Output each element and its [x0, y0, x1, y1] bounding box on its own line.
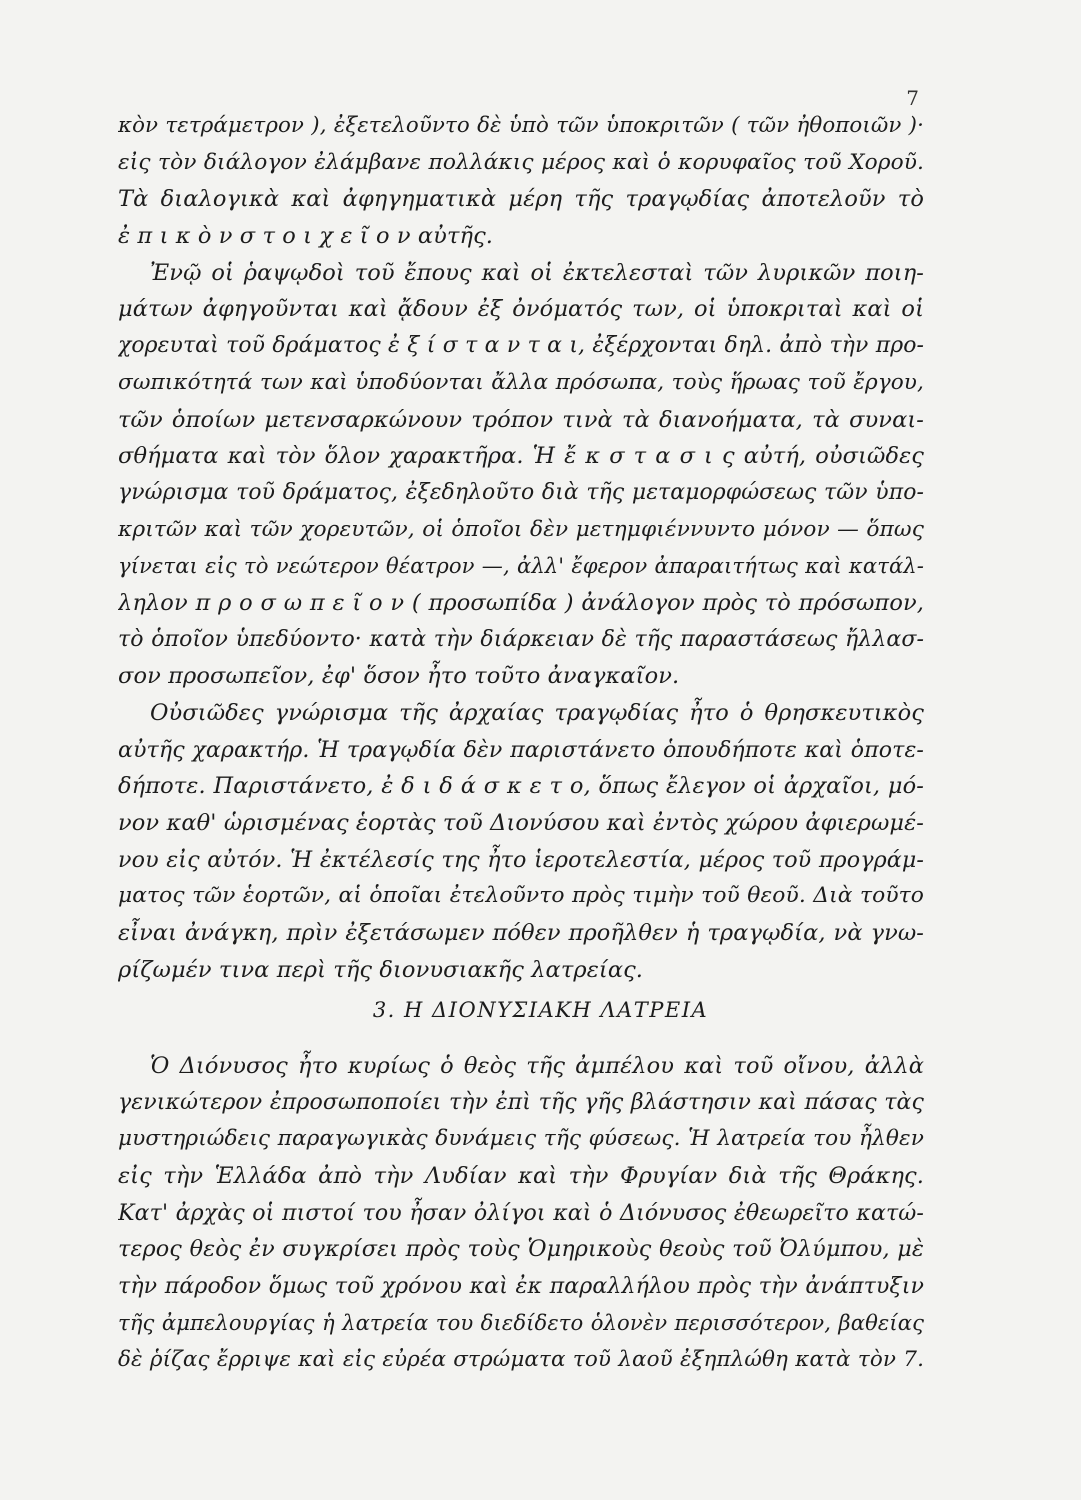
text-line: ἐ π ι κ ὸ ν σ τ ο ι χ ε ῖ ο ν αὐτῆς. — [118, 223, 494, 250]
text-line: Ἐνῷ οἱ ῥαψῳδοὶ τοῦ ἔπους καὶ οἱ ἐκτελεσταὶ τῶν λυρικῶν ποιη- — [150, 259, 924, 286]
text-line: σωπικότητά των καὶ ὑποδύονται ἄλλα πρόσωπα, τοὺς ἥρωας τοῦ ἔργου, — [118, 369, 924, 395]
text-line: ματος τῶν ἑορτῶν, αἱ ὁποῖαι ἐτελοῦντο πρὸς τιμὴν τοῦ θεοῦ. Διὰ τοῦτο — [118, 883, 924, 909]
text-line: γίνεται εἰς τὸ νεώτερον θέατρον —, ἀλλ' ἔφερον ἀπαραιτήτως καὶ κατάλ- — [118, 553, 924, 579]
page-number: 7 — [906, 86, 919, 110]
text-line: σθήματα καὶ τὸν ὅλον χαρακτῆρα. Ἡ ἔ κ σ τ α σ ι ς αὐτή, οὐσιῶδες — [118, 443, 924, 470]
text-line: αὐτῆς χαρακτήρ. Ἡ τραγῳδία δὲν παριστάνετο ὁπουδήποτε καὶ ὁποτε- — [118, 736, 924, 763]
text-line: εἰς τὴν Ἑλλάδα ἀπὸ τὴν Λυδίαν καὶ τὴν Φρυγίαν διὰ τῆς Θράκης. — [118, 1163, 924, 1190]
text-line: κριτῶν καὶ τῶν χορευτῶν, οἱ ὁποῖοι δὲν μετημφιέννυντο μόνον — ὅπως — [118, 516, 924, 542]
text-line: Οὐσιῶδες γνώρισμα τῆς ἀρχαίας τραγῳδίας ἦτο ὁ θρησκευτικὸς — [150, 700, 924, 726]
text-line: δήποτε. Παριστάνετο, ἐ δ ι δ ά σ κ ε τ ο, ὅπως ἔλεγον οἱ ἀρχαῖοι, μό- — [118, 773, 924, 800]
text-line: εἶναι ἀνάγκη, πρὶν ἐξετάσωμεν πόθεν προῆλθεν ἡ τραγῳδία, νὰ γνω- — [118, 920, 924, 947]
text-line: μυστηριώδεις παραγωγικὰς δυνάμεις τῆς φύσεως. Ἡ λατρεία του ἦλθεν — [118, 1126, 924, 1152]
text-line: σον προσωπεῖον, ἐφ' ὅσον ἦτο τοῦτο ἀναγκαῖον. — [118, 663, 680, 690]
body-text-section-2 — [118, 1048, 924, 1378]
text-line: ρίζωμέν τινα περὶ τῆς διονυσιακῆς λατρείας. — [118, 956, 644, 983]
text-line: χορευταὶ τοῦ δράματος ἐ ξ ί σ τ α ν τ α ι, ἐξέρχονται δηλ. ἀπὸ τὴν προ- — [118, 333, 924, 359]
text-line: γενικώτερον ἐπροσωποποίει τὴν ἐπὶ τῆς γῆς βλάστησιν καὶ πάσας τὰς — [118, 1089, 924, 1115]
text-line: τὴν πάροδον ὅμως τοῦ χρόνου καὶ ἐκ παραλλήλου πρὸς τὴν ἀνάπτυξιν — [118, 1273, 924, 1300]
text-line: τῶν ὁποίων μετενσαρκώνουν τρόπον τινὰ τὰ διανοήματα, τὰ συναι- — [118, 406, 924, 433]
text-line: δὲ ῥίζας ἔρριψε καὶ εἰς εὐρέα στρώματα τοῦ λαοῦ ἐξηπλώθη κατὰ τὸν 7. — [118, 1346, 924, 1372]
text-line: μάτων ἀφηγοῦνται καὶ ᾄδουν ἐξ ὀνόματός των, οἱ ὑποκριταὶ καὶ οἱ — [118, 296, 924, 323]
body-text-section-1 — [118, 108, 924, 989]
text-line: νον καθ' ὡρισμένας ἑορτὰς τοῦ Διονύσου καὶ ἐντὸς χώρου ἀφιερωμέ- — [118, 810, 924, 837]
text-line: τῆς ἀμπελουργίας ἡ λατρεία του διεδίδετο ὁλονὲν περισσότερον, βαθείας — [118, 1309, 924, 1335]
text-line: τερος θεὸς ἐν συγκρίσει πρὸς τοὺς Ὁμηρικοὺς θεοὺς τοῦ Ὀλύμπου, μὲ — [118, 1236, 924, 1263]
section-heading: 3. Η ΔΙΟΝΥΣΙΑΚΗ ΛΑΤΡΕΙΑ — [372, 998, 709, 1022]
text-line: κὸν τετράμετρον ), ἐξετελοῦντο δὲ ὑπὸ τῶν ὑποκριτῶν ( τῶν ἠθοποιῶν )· — [118, 113, 924, 138]
text-line: εἰς τὸν διάλογον ἐλάμβανε πολλάκις μέρος καὶ ὁ κορυφαῖος τοῦ Χοροῦ. — [118, 149, 924, 175]
text-line: Τὰ διαλογικὰ καὶ ἀφηγηματικὰ μέρη τῆς τραγῳδίας ἀποτελοῦν τὸ — [118, 186, 924, 213]
text-line: Κατ' ἀρχὰς οἱ πιστοί του ἦσαν ὀλίγοι καὶ ὁ Διόνυσος ἐθεωρεῖτο κατώ- — [118, 1199, 924, 1226]
text-line: τὸ ὁποῖον ὑπεδύοντο· κατὰ τὴν διάρκειαν δὲ τῆς παραστάσεως ἤλλασ- — [118, 626, 924, 652]
text-line: γνώρισμα τοῦ δράματος, ἐξεδηλοῦτο διὰ τῆς μεταμορφώσεως τῶν ὑπο- — [118, 479, 924, 505]
text-line: νου εἰς αὐτόν. Ἡ ἐκτέλεσίς της ἦτο ἱεροτελεστία, μέρος τοῦ προγράμ- — [118, 846, 924, 873]
text-line: Ὁ Διόνυσος ἦτο κυρίως ὁ θεὸς τῆς ἀμπέλου καὶ τοῦ οἴνου, ἀλλὰ — [150, 1053, 924, 1079]
text-line: ληλον π ρ ο σ ω π ε ῖ ο ν ( προσωπίδα ) ἀνάλογον πρὸς τὸ πρόσωπον, — [118, 589, 924, 616]
